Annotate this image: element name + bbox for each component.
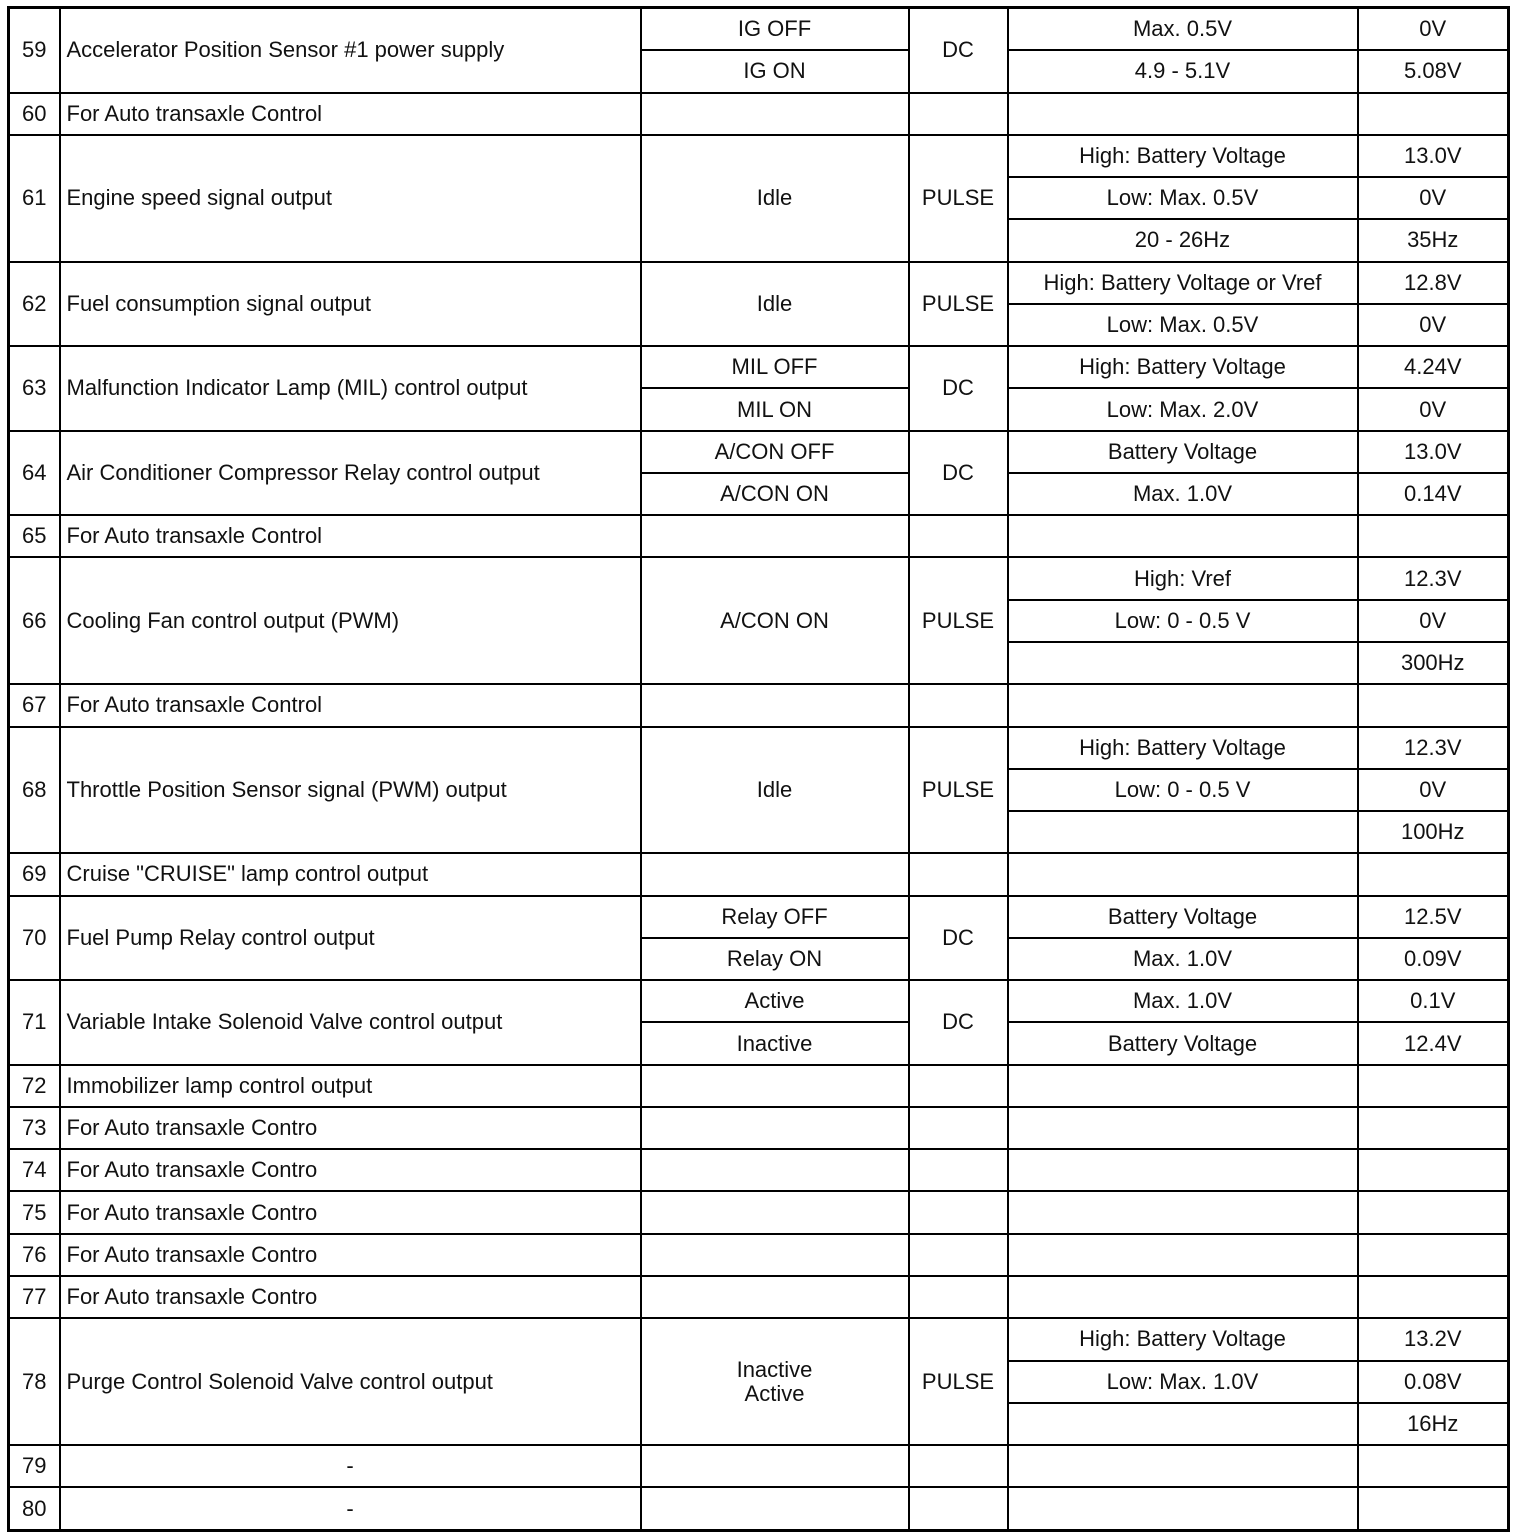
specification: Low: Max. 2.0V — [1008, 388, 1358, 430]
measured-value: 13.0V — [1358, 135, 1509, 177]
signal-type: DC — [909, 346, 1008, 431]
signal-type — [909, 1107, 1008, 1149]
pin-number: 71 — [9, 980, 60, 1065]
pin-description: Cruise "CRUISE" lamp control output — [60, 853, 641, 895]
pin-description: For Auto transaxle Control — [60, 93, 641, 135]
specification: Low: 0 - 0.5 V — [1008, 769, 1358, 811]
pin-number: 68 — [9, 727, 60, 854]
test-condition — [641, 1149, 909, 1191]
measured-value: 12.4V — [1358, 1022, 1509, 1064]
table-row — [9, 1191, 1509, 1233]
test-condition: Idle — [641, 262, 909, 347]
test-condition — [641, 93, 909, 135]
specification: High: Battery Voltage — [1008, 346, 1358, 388]
pin-description: For Auto transaxle Control — [60, 515, 641, 557]
test-condition — [641, 853, 909, 895]
measured-value: 0V — [1358, 8, 1509, 51]
signal-type: PULSE — [909, 135, 1008, 262]
measured-value: 0.09V — [1358, 938, 1509, 980]
specification — [1008, 684, 1358, 726]
table-row — [9, 1445, 1509, 1487]
specification — [1008, 1487, 1358, 1530]
table-row — [9, 1318, 1509, 1360]
specification: High: Battery Voltage or Vref — [1008, 262, 1358, 304]
pin-description: Cooling Fan control output (PWM) — [60, 557, 641, 684]
pin-description: Accelerator Position Sensor #1 power supply — [60, 8, 641, 93]
specification — [1008, 1107, 1358, 1149]
measured-value: 0V — [1358, 388, 1509, 430]
measured-value: 12.3V — [1358, 727, 1509, 769]
signal-type: DC — [909, 980, 1008, 1065]
specification: Max. 1.0V — [1008, 473, 1358, 515]
specification — [1008, 515, 1358, 557]
test-condition — [641, 1107, 909, 1149]
pin-description: Engine speed signal output — [60, 135, 641, 262]
table-row — [9, 346, 1509, 388]
specification: Battery Voltage — [1008, 1022, 1358, 1064]
test-condition: Relay ON — [641, 938, 909, 980]
pin-number: 73 — [9, 1107, 60, 1149]
pin-description: For Auto transaxle Contro — [60, 1234, 641, 1276]
measured-value — [1358, 1107, 1509, 1149]
specification: 4.9 - 5.1V — [1008, 50, 1358, 92]
table-row — [9, 853, 1509, 895]
table-row — [9, 1107, 1509, 1149]
test-condition-line: Inactive — [736, 1356, 813, 1382]
specification: High: Battery Voltage — [1008, 727, 1358, 769]
signal-type — [909, 1445, 1008, 1487]
test-condition: IG ON — [641, 50, 909, 92]
specification: High: Vref — [1008, 557, 1358, 599]
table-row — [9, 1065, 1509, 1107]
signal-type: DC — [909, 431, 1008, 516]
specification — [1008, 1234, 1358, 1276]
pin-number: 75 — [9, 1191, 60, 1233]
measured-value: 0.08V — [1358, 1361, 1509, 1403]
pin-number: 66 — [9, 557, 60, 684]
measured-value: 300Hz — [1358, 642, 1509, 684]
pin-number: 79 — [9, 1445, 60, 1487]
measured-value — [1358, 93, 1509, 135]
measured-value: 5.08V — [1358, 50, 1509, 92]
table-row — [9, 262, 1509, 304]
test-condition — [641, 684, 909, 726]
specification: Low: Max. 1.0V — [1008, 1361, 1358, 1403]
specification: Max. 1.0V — [1008, 938, 1358, 980]
test-condition — [641, 1191, 909, 1233]
measured-value: 12.3V — [1358, 557, 1509, 599]
specification — [1008, 1445, 1358, 1487]
measured-value: 13.2V — [1358, 1318, 1509, 1360]
signal-type: DC — [909, 896, 1008, 981]
test-condition: MIL OFF — [641, 346, 909, 388]
table-row — [9, 8, 1509, 51]
measured-value: 12.8V — [1358, 262, 1509, 304]
table-row — [9, 431, 1509, 473]
table-row — [9, 727, 1509, 769]
measured-value: 0V — [1358, 769, 1509, 811]
specification: Max. 0.5V — [1008, 8, 1358, 51]
specification — [1008, 1403, 1358, 1445]
pin-number: 77 — [9, 1276, 60, 1318]
table-row — [9, 1149, 1509, 1191]
pin-description: Malfunction Indicator Lamp (MIL) control output — [60, 346, 641, 431]
specification — [1008, 853, 1358, 895]
measured-value: 16Hz — [1358, 1403, 1509, 1445]
pin-number: 70 — [9, 896, 60, 981]
specification: High: Battery Voltage — [1008, 1318, 1358, 1360]
table-row — [9, 1487, 1509, 1530]
specification: Battery Voltage — [1008, 431, 1358, 473]
measured-value — [1358, 1445, 1509, 1487]
signal-type — [909, 684, 1008, 726]
measured-value: 0.14V — [1358, 473, 1509, 515]
pin-description: For Auto transaxle Control — [60, 684, 641, 726]
table-row — [9, 1276, 1509, 1318]
measured-value — [1358, 515, 1509, 557]
test-condition: A/CON ON — [641, 473, 909, 515]
measured-value — [1358, 1191, 1509, 1233]
test-condition — [641, 1318, 909, 1445]
specification: Low: Max. 0.5V — [1008, 304, 1358, 346]
specification — [1008, 811, 1358, 853]
test-condition: MIL ON — [641, 388, 909, 430]
signal-type: PULSE — [909, 1318, 1008, 1445]
test-condition: Relay OFF — [641, 896, 909, 938]
table-row — [9, 557, 1509, 599]
table-row — [9, 980, 1509, 1022]
signal-type — [909, 1234, 1008, 1276]
measured-value — [1358, 1065, 1509, 1107]
signal-type — [909, 93, 1008, 135]
measured-value — [1358, 1149, 1509, 1191]
test-condition-line: Active — [744, 1380, 805, 1406]
table-row — [9, 896, 1509, 938]
specification: 20 - 26Hz — [1008, 219, 1358, 261]
specification: Battery Voltage — [1008, 896, 1358, 938]
pin-description: Air Conditioner Compressor Relay control output — [60, 431, 641, 516]
pin-number: 61 — [9, 135, 60, 262]
test-condition — [641, 515, 909, 557]
signal-type — [909, 1487, 1008, 1530]
specification — [1008, 1276, 1358, 1318]
measured-value: 12.5V — [1358, 896, 1509, 938]
pin-description: Purge Control Solenoid Valve control output — [60, 1318, 641, 1445]
test-condition — [641, 1065, 909, 1107]
pin-description: For Auto transaxle Contro — [60, 1107, 641, 1149]
table-row — [9, 93, 1509, 135]
signal-type — [909, 1191, 1008, 1233]
pin-description: Throttle Position Sensor signal (PWM) output — [60, 727, 641, 854]
pin-number: 65 — [9, 515, 60, 557]
measured-value: 0V — [1358, 177, 1509, 219]
specification — [1008, 93, 1358, 135]
test-condition: A/CON ON — [641, 557, 909, 684]
specification: Low: 0 - 0.5 V — [1008, 600, 1358, 642]
table-row — [9, 1234, 1509, 1276]
pin-number: 69 — [9, 853, 60, 895]
table-body — [9, 8, 1509, 1531]
specification — [1008, 642, 1358, 684]
measured-value: 0V — [1358, 600, 1509, 642]
signal-type: PULSE — [909, 262, 1008, 347]
pin-description: - — [60, 1487, 641, 1530]
test-condition — [641, 1445, 909, 1487]
test-condition — [641, 1234, 909, 1276]
specification — [1008, 1149, 1358, 1191]
specification — [1008, 1191, 1358, 1233]
signal-type: PULSE — [909, 727, 1008, 854]
table-row — [9, 515, 1509, 557]
measured-value: 4.24V — [1358, 346, 1509, 388]
specification: High: Battery Voltage — [1008, 135, 1358, 177]
signal-type — [909, 1149, 1008, 1191]
measured-value: 100Hz — [1358, 811, 1509, 853]
table-row — [9, 684, 1509, 726]
pin-number: 59 — [9, 8, 60, 93]
pin-number: 72 — [9, 1065, 60, 1107]
pin-description: - — [60, 1445, 641, 1487]
signal-type — [909, 1065, 1008, 1107]
measured-value — [1358, 1234, 1509, 1276]
test-condition — [641, 1276, 909, 1318]
pin-description: Immobilizer lamp control output — [60, 1065, 641, 1107]
pin-number: 78 — [9, 1318, 60, 1445]
pin-number: 64 — [9, 431, 60, 516]
pin-description: For Auto transaxle Contro — [60, 1149, 641, 1191]
signal-type: DC — [909, 8, 1008, 93]
specification — [1008, 1065, 1358, 1107]
pin-description: Fuel consumption signal output — [60, 262, 641, 347]
pin-description: Fuel Pump Relay control output — [60, 896, 641, 981]
test-condition: Inactive — [641, 1022, 909, 1064]
pin-number: 63 — [9, 346, 60, 431]
measured-value: 0.1V — [1358, 980, 1509, 1022]
pin-number: 76 — [9, 1234, 60, 1276]
terminal-spec-table — [7, 6, 1510, 1532]
signal-type — [909, 1276, 1008, 1318]
test-condition: IG OFF — [641, 8, 909, 51]
measured-value: 35Hz — [1358, 219, 1509, 261]
test-condition: Active — [641, 980, 909, 1022]
specification: Low: Max. 0.5V — [1008, 177, 1358, 219]
test-condition: Idle — [641, 727, 909, 854]
pin-description: Variable Intake Solenoid Valve control output — [60, 980, 641, 1065]
measured-value: 0V — [1358, 304, 1509, 346]
pin-number: 62 — [9, 262, 60, 347]
signal-type — [909, 853, 1008, 895]
measured-value: 13.0V — [1358, 431, 1509, 473]
pin-number: 67 — [9, 684, 60, 726]
specification: Max. 1.0V — [1008, 980, 1358, 1022]
test-condition: Idle — [641, 135, 909, 262]
signal-type — [909, 515, 1008, 557]
measured-value — [1358, 1487, 1509, 1530]
test-condition: A/CON OFF — [641, 431, 909, 473]
measured-value — [1358, 853, 1509, 895]
signal-type: PULSE — [909, 557, 1008, 684]
pin-number: 74 — [9, 1149, 60, 1191]
measured-value — [1358, 684, 1509, 726]
pin-description: For Auto transaxle Contro — [60, 1191, 641, 1233]
test-condition — [641, 1487, 909, 1530]
measured-value — [1358, 1276, 1509, 1318]
pin-number: 80 — [9, 1487, 60, 1530]
table-row — [9, 135, 1509, 177]
pin-number: 60 — [9, 93, 60, 135]
pin-description: For Auto transaxle Contro — [60, 1276, 641, 1318]
